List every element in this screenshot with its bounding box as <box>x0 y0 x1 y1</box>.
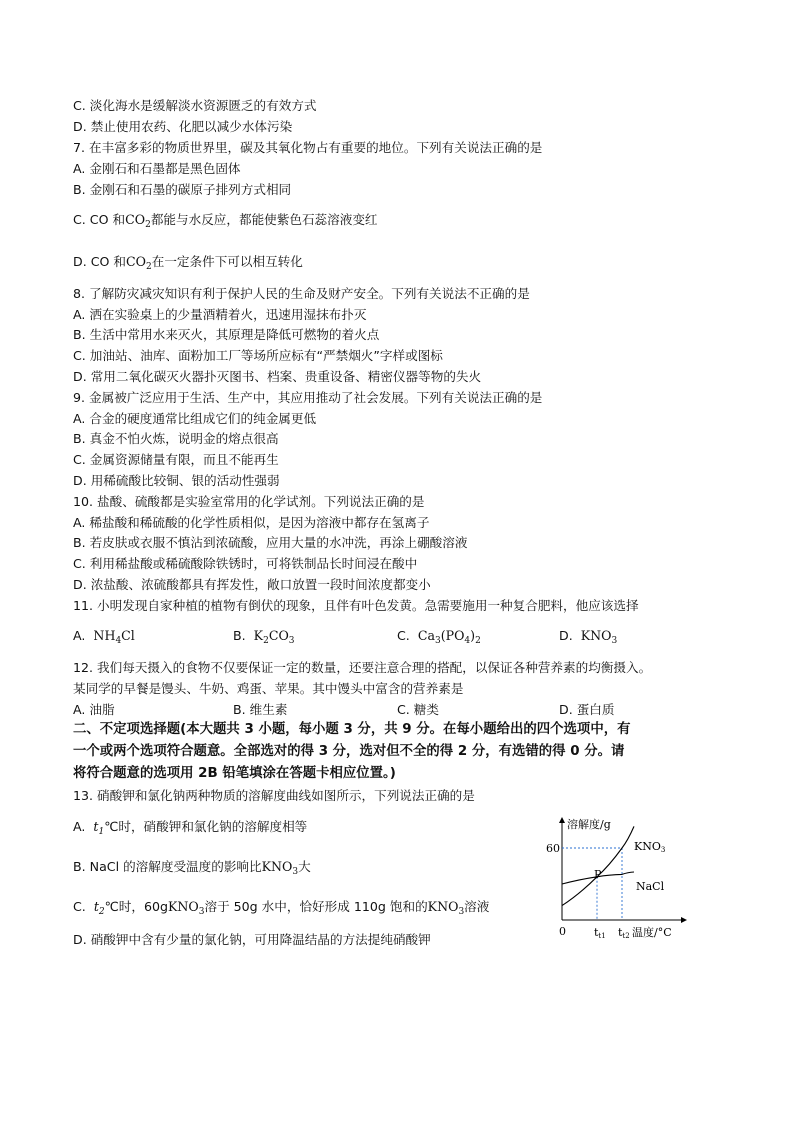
q8-option-c: C. 加油站、油库、面粉加工厂等场所应标有“严禁烟火”字样或图标 <box>73 348 443 363</box>
section-2-heading-line1: 二、不定项选择题(本大题共 3 小题，每小题 3 分，共 9 分。在每小题给出的四个选项中，有 <box>73 722 631 737</box>
x-tick-t2: tt2 <box>618 926 630 940</box>
q9-option-d: D. 用稀硫酸比较铜、银的活动性强弱 <box>73 473 280 488</box>
q10-stem: 10. 盐酸、硫酸都是实验室常用的化学试剂。下列说法正确的是 <box>73 494 425 509</box>
y-axis-label: 溶解度/g <box>567 818 611 831</box>
q9-stem: 9. 金属被广泛应用于生活、生产中，其应用推动了社会发展。下列有关说法正确的是 <box>73 390 543 405</box>
co2-formula: $CO_2$ <box>126 254 152 272</box>
nacl-series-label: NaCl <box>636 880 665 893</box>
q7-d-pre: D. CO 和 <box>73 254 127 269</box>
q7-c-post: 都能与水反应，都能使紫色石蕊溶液变红 <box>150 212 378 227</box>
q9-option-a: A. 合金的硬度通常比组成它们的纯金属更低 <box>73 411 317 426</box>
q7-stem: 7. 在丰富多彩的物质世界里，碳及其氧化物占有重要的地位。下列有关说法正确的是 <box>73 140 543 155</box>
co2-formula: $CO_2$ <box>125 212 151 230</box>
q7-d-post: 在一定条件下可以相互转化 <box>151 254 303 269</box>
q12-option-d: D. 蛋白质 <box>559 702 615 717</box>
q10-option-b: B. 若皮肤或衣服不慎沾到浓硫酸，应用大量的水冲洗，再涂上硼酸溶液 <box>73 535 468 550</box>
q13-option-c: C. $t_2℃$时，60gKNO$_3$溶于 50g 水中，恰好形成 110g 饱和的$KNO_3$溶液 <box>73 899 490 917</box>
q6-option-c: C. 淡化海水是缓解淡水资源匮乏的有效方式 <box>73 98 317 113</box>
q10-option-c: C. 利用稀盐酸或稀硫酸除铁锈时，可将铁制品长时间浸在酸中 <box>73 556 418 571</box>
q11-option-a: A. $NH_4Cl$ <box>73 628 135 646</box>
q7-option-a: A. 金刚石和石墨都是黑色固体 <box>73 161 241 176</box>
q11-option-d: D. $KNO_3$ <box>559 628 618 646</box>
q12-stem-line2: 某同学的早餐是馒头、牛奶、鸡蛋、苹果。其中馒头中富含的营养素是 <box>73 681 464 696</box>
q10-option-d: D. 浓盐酸、浓硫酸都具有挥发性，敞口放置一段时间浓度都变小 <box>73 577 431 592</box>
q10-option-a: A. 稀盐酸和稀硫酸的化学性质相似，是因为溶液中都存在氢离子 <box>73 515 430 530</box>
q12-option-c: C. 糖类 <box>397 702 439 717</box>
q8-option-a: A. 洒在实验桌上的少量酒精着火，迅速用湿抹布扑灭 <box>73 307 367 322</box>
q9-option-b: B. 真金不怕火炼，说明金的熔点很高 <box>73 431 279 446</box>
q8-stem: 8. 了解防灾减灾知识有利于保护人民的生命及财产安全。下列有关说法不正确的是 <box>73 286 530 301</box>
q13-stem: 13. 硝酸钾和氯化钠两种物质的溶解度曲线如图所示，下列说法正确的是 <box>73 788 475 803</box>
x-axis-label: 温度/°C <box>632 926 672 939</box>
q6-option-d: D. 禁止使用农药、化肥以减少水体污染 <box>73 119 293 134</box>
q7-c-pre: C. CO 和 <box>73 212 126 227</box>
kno3-curve <box>562 826 634 905</box>
q8-option-b: B. 生活中常用水来灭火，其原理是降低可燃物的着火点 <box>73 327 380 342</box>
q11-stem: 11. 小明发现自家种植的植物有倒伏的现象，且伴有叶色发黄。急需要施用一种复合肥料，他应该选择 <box>73 598 639 613</box>
q12-stem-line1: 12. 我们每天摄入的食物不仅要保证一定的数量，还要注意合理的搭配，以保证各种营养素的均衡摄入。 <box>73 660 652 675</box>
kno3-series-label: KNO3 <box>634 840 666 854</box>
q8-option-d: D. 常用二氧化碳灭火器扑灭图书、档案、贵重设备、精密仪器等物的失火 <box>73 369 482 384</box>
q7-option-c <box>73 212 378 233</box>
origin-label: 0 <box>559 925 566 938</box>
q11-option-b: B. $K_2CO_3$ <box>233 628 295 646</box>
q13-option-b: B. NaCl 的溶解度受温度的影响比$KNO_3$大 <box>73 859 311 877</box>
section-2-heading-line3: 将符合题意的选项用 2B 铅笔填涂在答题卡相应位置。) <box>73 766 396 781</box>
q13-option-d: D. 硝酸钾中含有少量的氯化钠，可用降温结晶的方法提纯硝酸钾 <box>73 932 431 947</box>
q11-option-c: C. $Ca_3(PO_4)_2$ <box>397 628 481 646</box>
q12-option-b: B. 维生素 <box>233 702 288 717</box>
solubility-chart <box>548 812 698 942</box>
intersection-label-p: P <box>594 868 602 881</box>
y-tick-60: 60 <box>546 842 560 855</box>
x-tick-t1: tt1 <box>594 926 606 940</box>
q9-option-c: C. 金属资源储量有限，而且不能再生 <box>73 452 279 467</box>
q13-option-a: A. $t_1℃$时，硝酸钾和氯化钠的溶解度相等 <box>73 819 308 837</box>
q7-option-b: B. 金刚石和石墨的碳原子排列方式相同 <box>73 182 292 197</box>
section-2-heading-line2: 一个或两个选项符合题意。全部选对的得 3 分，选对但不全的得 2 分，有选错的得 0 分。请 <box>73 744 625 759</box>
q12-option-a: A. 油脂 <box>73 702 115 717</box>
q7-option-d <box>73 254 303 275</box>
